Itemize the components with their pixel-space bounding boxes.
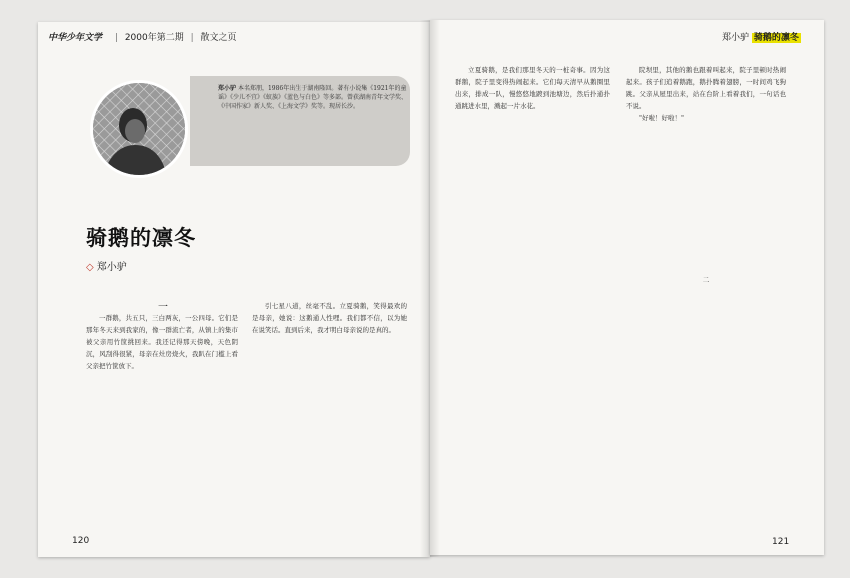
page-number-left: 120 [72,536,90,546]
body-paragraph: 立夏骑鹅，是我们那里冬天的一桩奇事。因为这群鹅，院子里变得热闹起来。它们每天清早从鹅圈里出来，排成一队，慢悠悠地踱到池塘边，然后扑通扑通跳进水里，溅起一片水花。 [455,66,610,110]
left-column-2 [252,300,407,530]
book-spine [420,20,440,557]
byline-mark: ◇ [86,262,94,273]
left-column-1 [86,312,238,530]
portrait-photo-icon [93,83,185,175]
page-number-right: 121 [772,537,790,547]
right-page-header [722,30,801,43]
section-two-mark: 二 [702,276,710,284]
author-bio [218,84,408,111]
body-paragraph: 院坝里，其他的鹅也跟着叫起来，院子里顿时热闹起来。孩子们追着鹅跑，鹅扑腾着翅膀，一时间鸡飞狗跳。父亲从屋里出来，站在台阶上看着我们，一句话也不说。 [626,66,786,110]
section-label: 散文之页 [200,33,237,43]
bio-author-name: 郑小驴 [218,85,237,92]
left-page-header: 中华少年文学 | 2000年第二期 | 散文之页 [48,33,237,43]
right-column-2 [626,64,786,529]
magazine-logo: 中华少年文学 [48,33,103,43]
body-paragraph: 引七星八道，丝毫不乱。立夏骑鹅，笑得最欢的是母亲，她说：这鹅通人性哩。我们都不信，以为她在说笑话。直到后来，我才明白母亲说的是真的。 [252,302,407,334]
author-portrait [90,80,188,178]
article-title: 骑鹅的凛冬 [86,225,196,250]
issue-label: 2000年第二期 [124,33,184,43]
dialogue-line: "好啦！好啦！" [639,114,684,122]
bio-text: 本名郑朋，1986年出生于湖南隆回。著有小说集《1921年的童谣》《少儿不宜》《蚁族》《蓝色与白色》等多部。曾获湖南青年文学奖、《中国作家》新人奖、《上海文学》奖等。现居长沙。 [218,85,408,110]
byline-author: 郑小驴 [96,262,127,273]
body-paragraph: 一群鹅，共五只，三白两灰，一公四母。它们是那年冬天来到我家的，像一群流亡者，从镇上的集市被父亲用竹筐挑回来。我还记得那天傍晚，天色阴沉，风刮得很紧，母亲在灶房烧火，我趴在门槛上看父亲把竹筐放下。 [86,314,238,370]
right-column-1 [455,64,610,529]
header-author: 郑小驴 [722,33,750,43]
article-byline [86,258,127,273]
section-one-mark: 一 [158,302,168,313]
header-title: 骑鹅的凛冬 [753,33,799,43]
